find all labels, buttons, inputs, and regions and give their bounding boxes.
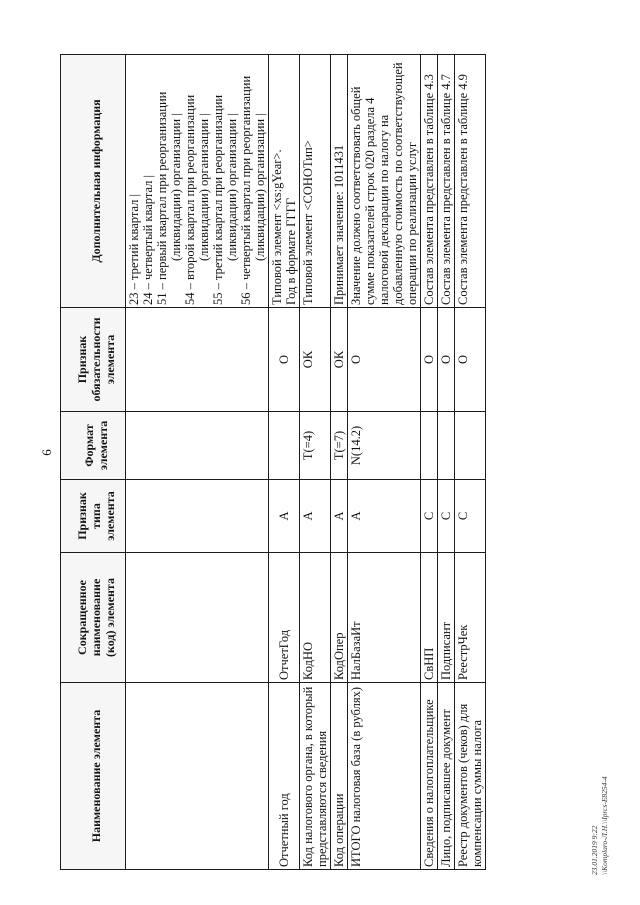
element-code-cell: КодНО (300, 553, 331, 683)
element-code-cell (126, 553, 269, 683)
info-line: сумме показателей строк 020 раздела 4 (363, 97, 377, 305)
header-element-required (61, 308, 126, 412)
element-required-cell: О (455, 308, 486, 412)
element-required-cell: О (269, 308, 300, 412)
page-number: 6 (39, 449, 54, 456)
element-required-cell: О (421, 308, 438, 412)
header-line: Формат (82, 424, 96, 467)
header-line: Наименование элемента (89, 709, 103, 843)
header-line: Дополнительная информация (89, 99, 103, 263)
header-row (61, 55, 126, 870)
header-element-code (61, 553, 126, 683)
element-type-cell: А (348, 480, 421, 553)
header-line: Признак (75, 335, 89, 384)
info-line: (ликвидации) организации | (225, 113, 239, 261)
header-line: элемента (103, 491, 117, 541)
header-line: элемента (103, 334, 117, 385)
element-type-cell: С (421, 480, 438, 553)
element-type-cell: А (300, 480, 331, 553)
element-name-cell (455, 683, 486, 870)
element-code-cell: РеестрЧек (455, 553, 486, 683)
element-code-cell: Подписант (438, 553, 455, 683)
element-format-cell: N(14.2) (348, 412, 421, 480)
element-format-cell (421, 412, 438, 480)
element-required-cell: ОК (331, 308, 348, 412)
element-name-cell (331, 683, 348, 870)
element-format-cell (438, 412, 455, 480)
header-line: элемента (96, 420, 110, 471)
table-row (269, 55, 300, 870)
element-name-cell (348, 683, 421, 870)
info-line: 56 – четвертый квартал при реорганизации (239, 75, 253, 305)
element-name-cell (421, 683, 438, 870)
info-line: Год в формате ГГГГ (284, 197, 298, 305)
info-line: 24 – четвертый квартал | (141, 174, 155, 305)
header-line: Признак (75, 492, 89, 540)
header-additional-info (61, 55, 126, 308)
info-line: Типовой элемент <xs:gYear>. (270, 149, 284, 305)
info-line: операции по реализации услуг (405, 141, 419, 305)
table-row (300, 55, 331, 870)
name-line: Реестр документов (чеков) для (456, 703, 470, 867)
table-row (455, 55, 486, 870)
element-format-cell (269, 412, 300, 480)
element-info-cell (455, 55, 486, 308)
info-line: 51 – первый квартал при реорганизации (155, 91, 169, 305)
element-info-cell (331, 55, 348, 308)
info-line: Типовой элемент <СОНОТип> (301, 140, 315, 305)
header-line: Сокращенное (75, 580, 89, 655)
element-name-cell (438, 683, 455, 870)
element-required-cell: О (438, 308, 455, 412)
table-row (348, 55, 421, 870)
element-type-cell: А (331, 480, 348, 553)
print-footer (590, 776, 610, 875)
element-info-cell (300, 55, 331, 308)
element-code-cell: ОтчетГод (269, 553, 300, 683)
element-name-cell (126, 683, 269, 870)
header-element-type (61, 480, 126, 553)
name-line: Код операции (332, 793, 346, 867)
element-type-cell: А (269, 480, 300, 553)
element-required-cell: О (348, 308, 421, 412)
info-line: добавленную стоимость по соответствующей (391, 62, 405, 305)
header-line: (код) элемента (103, 578, 117, 657)
element-format-cell (455, 412, 486, 480)
header-line: типа (89, 503, 103, 529)
header-line: обязательности (89, 317, 103, 402)
element-required-cell: ОК (300, 308, 331, 412)
element-info-cell (348, 55, 421, 308)
info-line: (ликвидации) организации | (253, 113, 267, 261)
element-code-cell: СвНП (421, 553, 438, 683)
header-element-name (61, 683, 126, 870)
table-row (331, 55, 348, 870)
table-row (438, 55, 455, 870)
info-line: 54 – второй квартал при реорганизации (183, 94, 197, 305)
element-info-cell (126, 55, 269, 308)
name-line: Отчетный год (277, 793, 291, 867)
element-info-cell (269, 55, 300, 308)
footer-timestamp: 23.01.2019 9:22 (590, 825, 599, 875)
element-format-cell: Т(=4) (300, 412, 331, 480)
info-line: налоговой декларации по налогу на (377, 114, 391, 305)
element-code-cell: КодОпер (331, 553, 348, 683)
element-spec-table (60, 54, 486, 870)
element-format-cell (126, 412, 269, 480)
header-element-format (61, 412, 126, 480)
element-type-cell: С (455, 480, 486, 553)
header-line: наименование (89, 578, 103, 657)
info-line: Значение должно соответствовать общей (349, 86, 363, 305)
element-info-cell (438, 55, 455, 308)
element-name-cell (300, 683, 331, 870)
info-line: Принимает значение: 1011431 (332, 144, 346, 305)
element-type-cell: С (438, 480, 455, 553)
info-line: (ликвидации) организации | (197, 113, 211, 261)
table-row (126, 55, 269, 870)
info-line: 55 – третий квартал при реорганизации (211, 94, 225, 305)
element-info-cell (421, 55, 438, 308)
info-line: Состав элемента представлен в таблице 4.9 (456, 74, 470, 305)
info-line: Состав элемента представлен в таблице 4.3 (422, 74, 436, 305)
table-row (421, 55, 438, 870)
info-line: (ликвидации) организации | (169, 113, 183, 261)
name-line: Код налогового органа, в который (301, 686, 315, 867)
footer-path: \\Komplaro-Л.Н.\\Iprcs-E8254-4 (600, 776, 609, 875)
element-name-cell (269, 683, 300, 870)
info-line: 23 – третий квартал | (127, 194, 141, 305)
name-line: компенсации суммы налога (470, 719, 484, 867)
name-line: Сведения о налогоплательщике (422, 699, 436, 867)
name-line: Лицо, подписавшее документ (439, 709, 453, 867)
element-type-cell (126, 480, 269, 553)
element-format-cell: Т(=7) (331, 412, 348, 480)
element-code-cell: НалБазаИт (348, 553, 421, 683)
element-required-cell (126, 308, 269, 412)
info-line: Состав элемента представлен в таблице 4.7 (439, 74, 453, 305)
name-line: ИТОГО налоговая база (в рублях) (349, 687, 363, 867)
name-line: представляются сведения (315, 730, 329, 867)
